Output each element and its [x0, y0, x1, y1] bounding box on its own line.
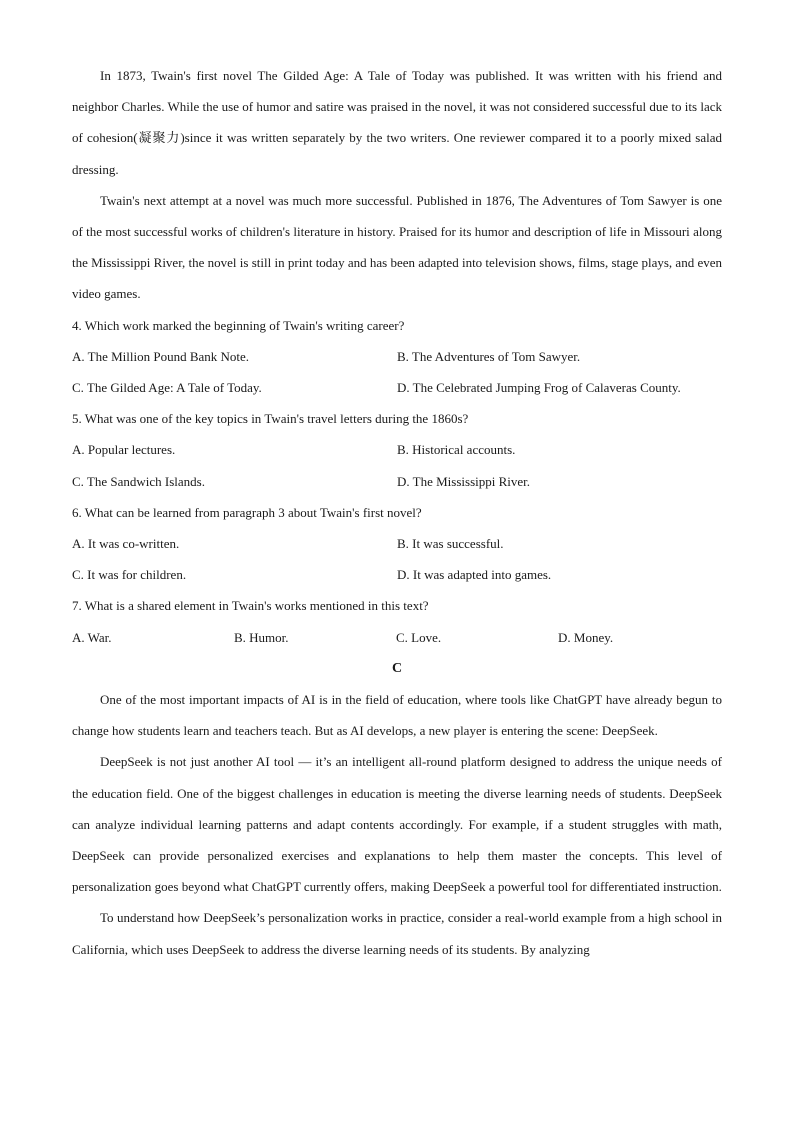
option-a: A. The Million Pound Bank Note. — [72, 348, 250, 364]
answer-options — [72, 341, 722, 403]
passage-paragraph: To understand how DeepSeek’s personalization works in practice, consider a real-world example from a high school in California, which uses DeepSeek to address the diverse learning needs of its students. By analyzing — [72, 910, 722, 957]
option-d: D. It was adapted into games. — [397, 567, 552, 583]
option-d: D. The Mississippi River. — [397, 473, 531, 489]
exam-page — [72, 60, 722, 965]
question-4 — [72, 310, 722, 404]
option-b: B. The Adventures of Tom Sawyer. — [397, 348, 581, 364]
option-b: B. It was successful. — [397, 536, 504, 552]
option-c: C. The Gilded Age: A Tale of Today. — [72, 380, 262, 396]
option-a: A. It was co-written. — [72, 536, 180, 552]
passage-paragraph: DeepSeek is not just another AI tool — it’s an intelligent all-round platform designed to address the unique needs of the education field. One of the biggest challenges in education is meeting the diverse learning needs of students. DeepSeek can analyze individual learning patterns and adapt contents accordingly. For example, if a student struggles with math, DeepSeek can provide personalized exercises and explanations to help them master the concepts. This level of personalization goes beyond what ChatGPT currently offers, making DeepSeek a powerful tool for differentiated instruction. — [72, 754, 722, 895]
option-a: A. War. — [72, 629, 112, 645]
question-stem: 5. What was one of the key topics in Twain's travel letters during the 1860s? — [72, 411, 469, 427]
passage-paragraph: One of the most important impacts of AI is in the field of education, where tools like ChatGPT have already begun to change how students learn and teachers teach. But as AI develops, a new player is entering the scene: DeepSeek. — [72, 692, 722, 739]
answer-options — [72, 434, 722, 496]
section-title: C — [391, 660, 403, 676]
answer-options — [72, 528, 722, 590]
option-a: A. Popular lectures. — [72, 442, 176, 458]
option-c: C. It was for children. — [72, 567, 187, 583]
question-stem: 4. Which work marked the beginning of Twain's writing career? — [72, 317, 405, 333]
passage-paragraph: In 1873, Twain's first novel The Gilded Age: A Tale of Today was published. It was written with his friend and neighbor Charles. While the use of humor and satire was praised in the novel, it was not considered successful due to its lack of cohesion(凝聚力)since it was written separately by the two writers. One reviewer compared it to a poorly mixed salad dressing. — [72, 68, 722, 177]
question-stem: 6. What can be learned from paragraph 3 about Twain's first novel? — [72, 504, 422, 520]
question-6 — [72, 497, 722, 591]
option-b: B. Historical accounts. — [397, 442, 516, 458]
option-d: D. The Celebrated Jumping Frog of Calaveras County. — [397, 380, 681, 396]
question-stem: 7. What is a shared element in Twain's works mentioned in this text? — [72, 598, 429, 614]
answer-options — [72, 622, 722, 653]
option-d: D. Money. — [558, 629, 614, 645]
option-b: B. Humor. — [234, 629, 289, 645]
passage-paragraph: Twain's next attempt at a novel was much more successful. Published in 1876, The Adventures of Tom Sawyer is one of the most successful works of children's literature in history. Praised for its humor and description of life in Missouri along the Mississippi River, the novel is still in print today and has been adapted into television shows, films, stage plays, and even video games. — [72, 192, 722, 302]
option-c: C. Love. — [396, 629, 442, 645]
option-c: C. The Sandwich Islands. — [72, 473, 205, 489]
question-7 — [72, 590, 722, 652]
question-5 — [72, 403, 722, 497]
